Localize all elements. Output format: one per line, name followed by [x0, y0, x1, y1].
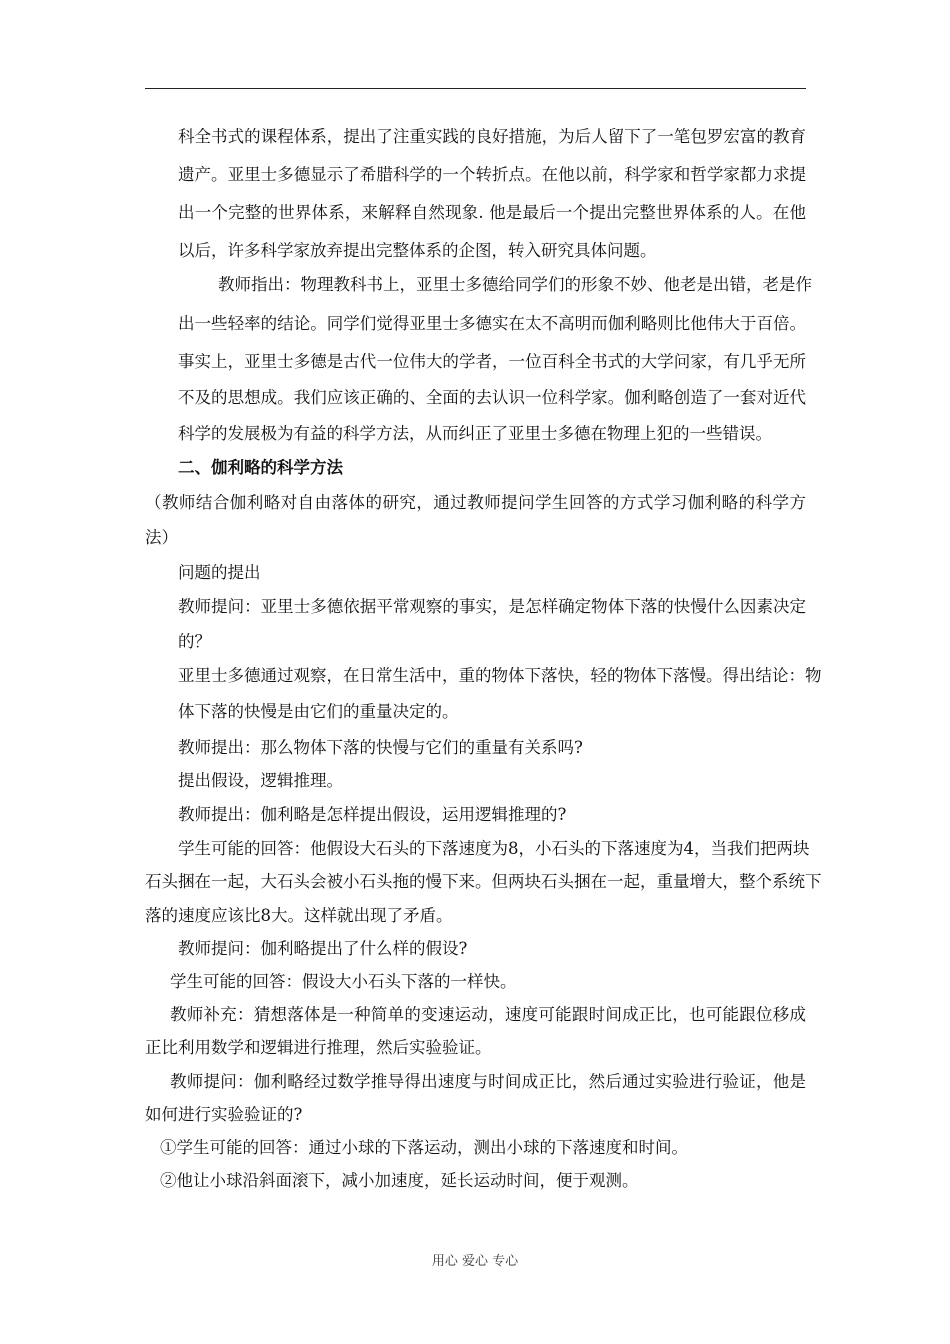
paragraph-line: 出一个完整的世界体系，来解释自然现象. 他是最后一个提出完整世界体系的人。在他 [178, 203, 806, 222]
paragraph-line: 科全书式的课程体系，提出了注重实践的良好措施，为后人留下了一笔包罗宏富的教育 [178, 127, 806, 146]
answer-line: 学生可能的回答：假设大小石头下落的一样快。 [170, 972, 517, 991]
question-line: 教师提出：伽利略是怎样提出假设，运用逻辑推理的? [178, 805, 567, 824]
paragraph-line: 不及的思想成。我们应该正确的、全面的去认识一位科学家。伽利略创造了一套对近代 [178, 388, 806, 407]
question-line: 的？ [178, 632, 211, 651]
paragraph-line: （教师结合伽利略对自由落体的研究，通过教师提问学生回答的方式学习伽利略的科学方 [145, 493, 806, 512]
header-rule [145, 88, 806, 89]
answer-line: 石头捆在一起，大石头会被小石头拖的慢下来。但两块石头捆在一起，重量增大，整个系统下 [145, 872, 822, 891]
answer-line: 亚里士多德通过观察，在日常生活中，重的物体下落快，轻的物体下落慢。得出结论：物 [178, 666, 822, 685]
paragraph-line: 事实上，亚里士多德是古代一位伟大的学者，一位百科全书式的大学问家，有几乎无所 [178, 352, 806, 371]
paragraph-line: 法） [145, 528, 178, 547]
answer-line: ②他让小球沿斜面滚下，减小加速度，延长运动时间，便于观测。 [160, 1171, 639, 1190]
paragraph-line: 教师补充：猜想落体是一种简单的变速运动，速度可能跟时间成正比，也可能跟位移成 [170, 1005, 806, 1024]
answer-line: 学生可能的回答：他假设大石头的下落速度为8，小石头的下落速度为4，当我们把两块 [178, 839, 810, 858]
paragraph-line: 科学的发展极为有益的科学方法，从而纠正了亚里士多德在物理上犯的一些错误。 [178, 424, 772, 443]
paragraph-line: 遗产。亚里士多德显示了希腊科学的一个转折点。在他以前，科学家和哲学家都力求提 [178, 165, 806, 184]
answer-line: 落的速度应该比8大。这样就出现了矛盾。 [145, 906, 453, 925]
paragraph-line: 正比利用数学和逻辑进行推理，然后实验验证。 [145, 1038, 492, 1057]
page-footer: 用心 爱心 专心 [431, 1254, 519, 1269]
paragraph-line: 教师指出：物理教科书上，亚里士多德给同学们的形象不妙、他老是出错，老是作 [218, 275, 812, 294]
paragraph-line: 出一些轻率的结论。同学们觉得亚里士多德实在太不高明而伽利略则比他伟大于百倍。 [178, 314, 806, 333]
answer-line: ①学生可能的回答：通过小球的下落运动，测出小球的下落速度和时间。 [160, 1138, 688, 1157]
section-heading: 二、伽利略的科学方法 [178, 458, 343, 477]
question-line: 教师提问：伽利略提出了什么样的假设? [178, 939, 468, 958]
question-line: 教师提问：亚里士多德依据平常观察的事实，是怎样确定物体下落的快慢什么因素决定 [178, 597, 806, 616]
answer-line: 体下落的快慢是由它们的重量决定的。 [178, 702, 459, 721]
question-line: 如何进行实验验证的? [145, 1105, 303, 1124]
question-line: 教师提问：伽利略经过数学推导得出速度与时间成正比，然后通过实验进行验证，他是 [170, 1072, 806, 1091]
question-line: 教师提出：那么物体下落的快慢与它们的重量有关系吗? [178, 738, 583, 757]
paragraph-line: 提出假设，逻辑推理。 [178, 771, 343, 790]
paragraph-line: 以后，许多科学家放弃提出完整体系的企图，转入研究具体问题。 [178, 241, 657, 260]
subheading: 问题的提出 [178, 563, 261, 582]
